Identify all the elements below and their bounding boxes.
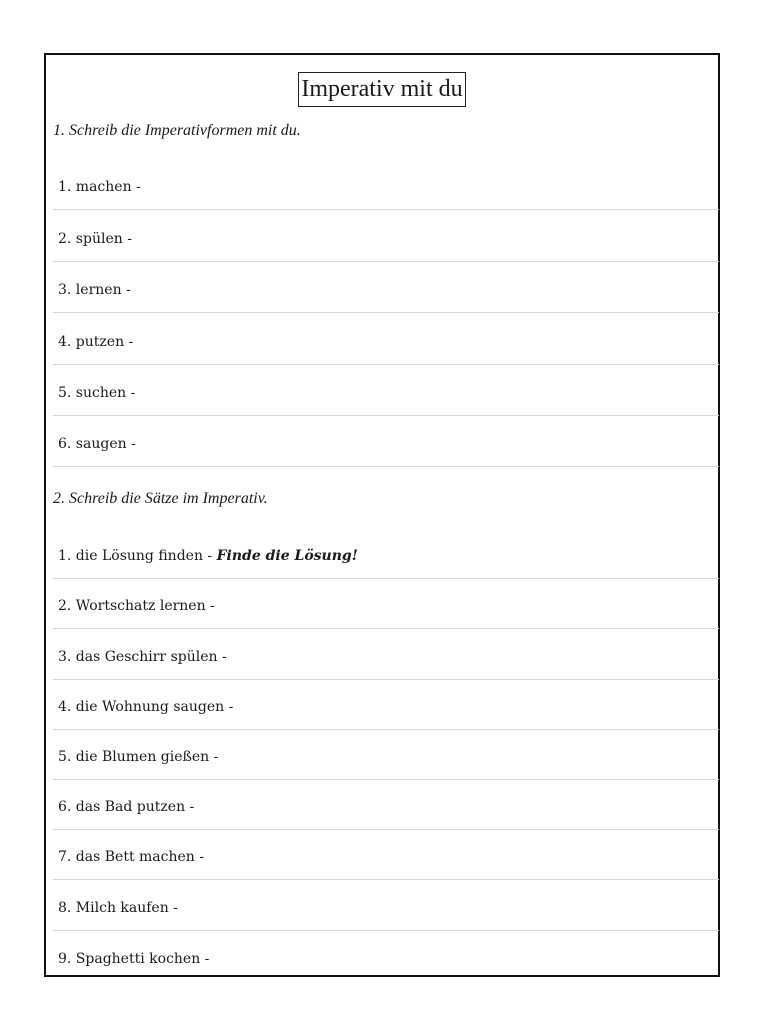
item-prompt: 7. das Bett machen -: [58, 849, 204, 866]
item-prompt: 1. die Lösung finden -: [58, 548, 213, 565]
exercise-1-item[interactable]: [53, 365, 719, 416]
title-container: [46, 72, 718, 107]
item-prompt: 6. das Bad putzen -: [58, 799, 195, 816]
exercise-1-heading: 1. Schreib die Imperativformen mit du.: [53, 122, 301, 139]
exercise-2-item[interactable]: [53, 730, 719, 780]
exercise-2-item[interactable]: [53, 880, 719, 930]
exercise-1-item[interactable]: [53, 416, 719, 467]
exercise-2-item[interactable]: [53, 579, 719, 629]
exercise-2-item[interactable]: [53, 629, 719, 679]
item-prompt: 1. machen -: [58, 179, 141, 196]
item-prompt: 3. das Geschirr spülen -: [58, 648, 227, 665]
item-prompt: 2. spülen -: [58, 230, 132, 247]
item-prompt: 9. Spaghetti kochen -: [58, 950, 210, 967]
item-prompt: 3. lernen -: [58, 282, 131, 299]
exercise-1-item[interactable]: [53, 313, 719, 364]
item-prompt: 4. putzen -: [58, 333, 134, 350]
exercise-1-item[interactable]: [53, 210, 719, 261]
worksheet: [44, 53, 720, 977]
item-prompt: 5. suchen -: [58, 384, 136, 401]
item-prompt: 4. die Wohnung saugen -: [58, 698, 234, 715]
exercise-1-list: [53, 159, 719, 467]
exercise-2-item[interactable]: [53, 680, 719, 730]
exercise-2-heading: 2. Schreib die Sätze im Imperativ.: [53, 490, 268, 507]
exercise-1-item[interactable]: [53, 262, 719, 313]
worksheet-title: Imperativ mit du: [298, 72, 465, 107]
item-prompt: 6. saugen -: [58, 436, 136, 453]
item-prompt: 5. die Blumen gießen -: [58, 748, 219, 765]
example-answer: Finde die Lösung!: [216, 548, 358, 565]
item-prompt: 8. Milch kaufen -: [58, 899, 178, 916]
exercise-2-item[interactable]: [53, 931, 719, 981]
exercise-2-list: [53, 529, 719, 981]
exercise-1-item[interactable]: [53, 159, 719, 210]
exercise-2-item[interactable]: [53, 780, 719, 830]
item-prompt: 2. Wortschatz lernen -: [58, 598, 215, 615]
exercise-2-item[interactable]: [53, 830, 719, 880]
exercise-2-item[interactable]: [53, 529, 719, 579]
